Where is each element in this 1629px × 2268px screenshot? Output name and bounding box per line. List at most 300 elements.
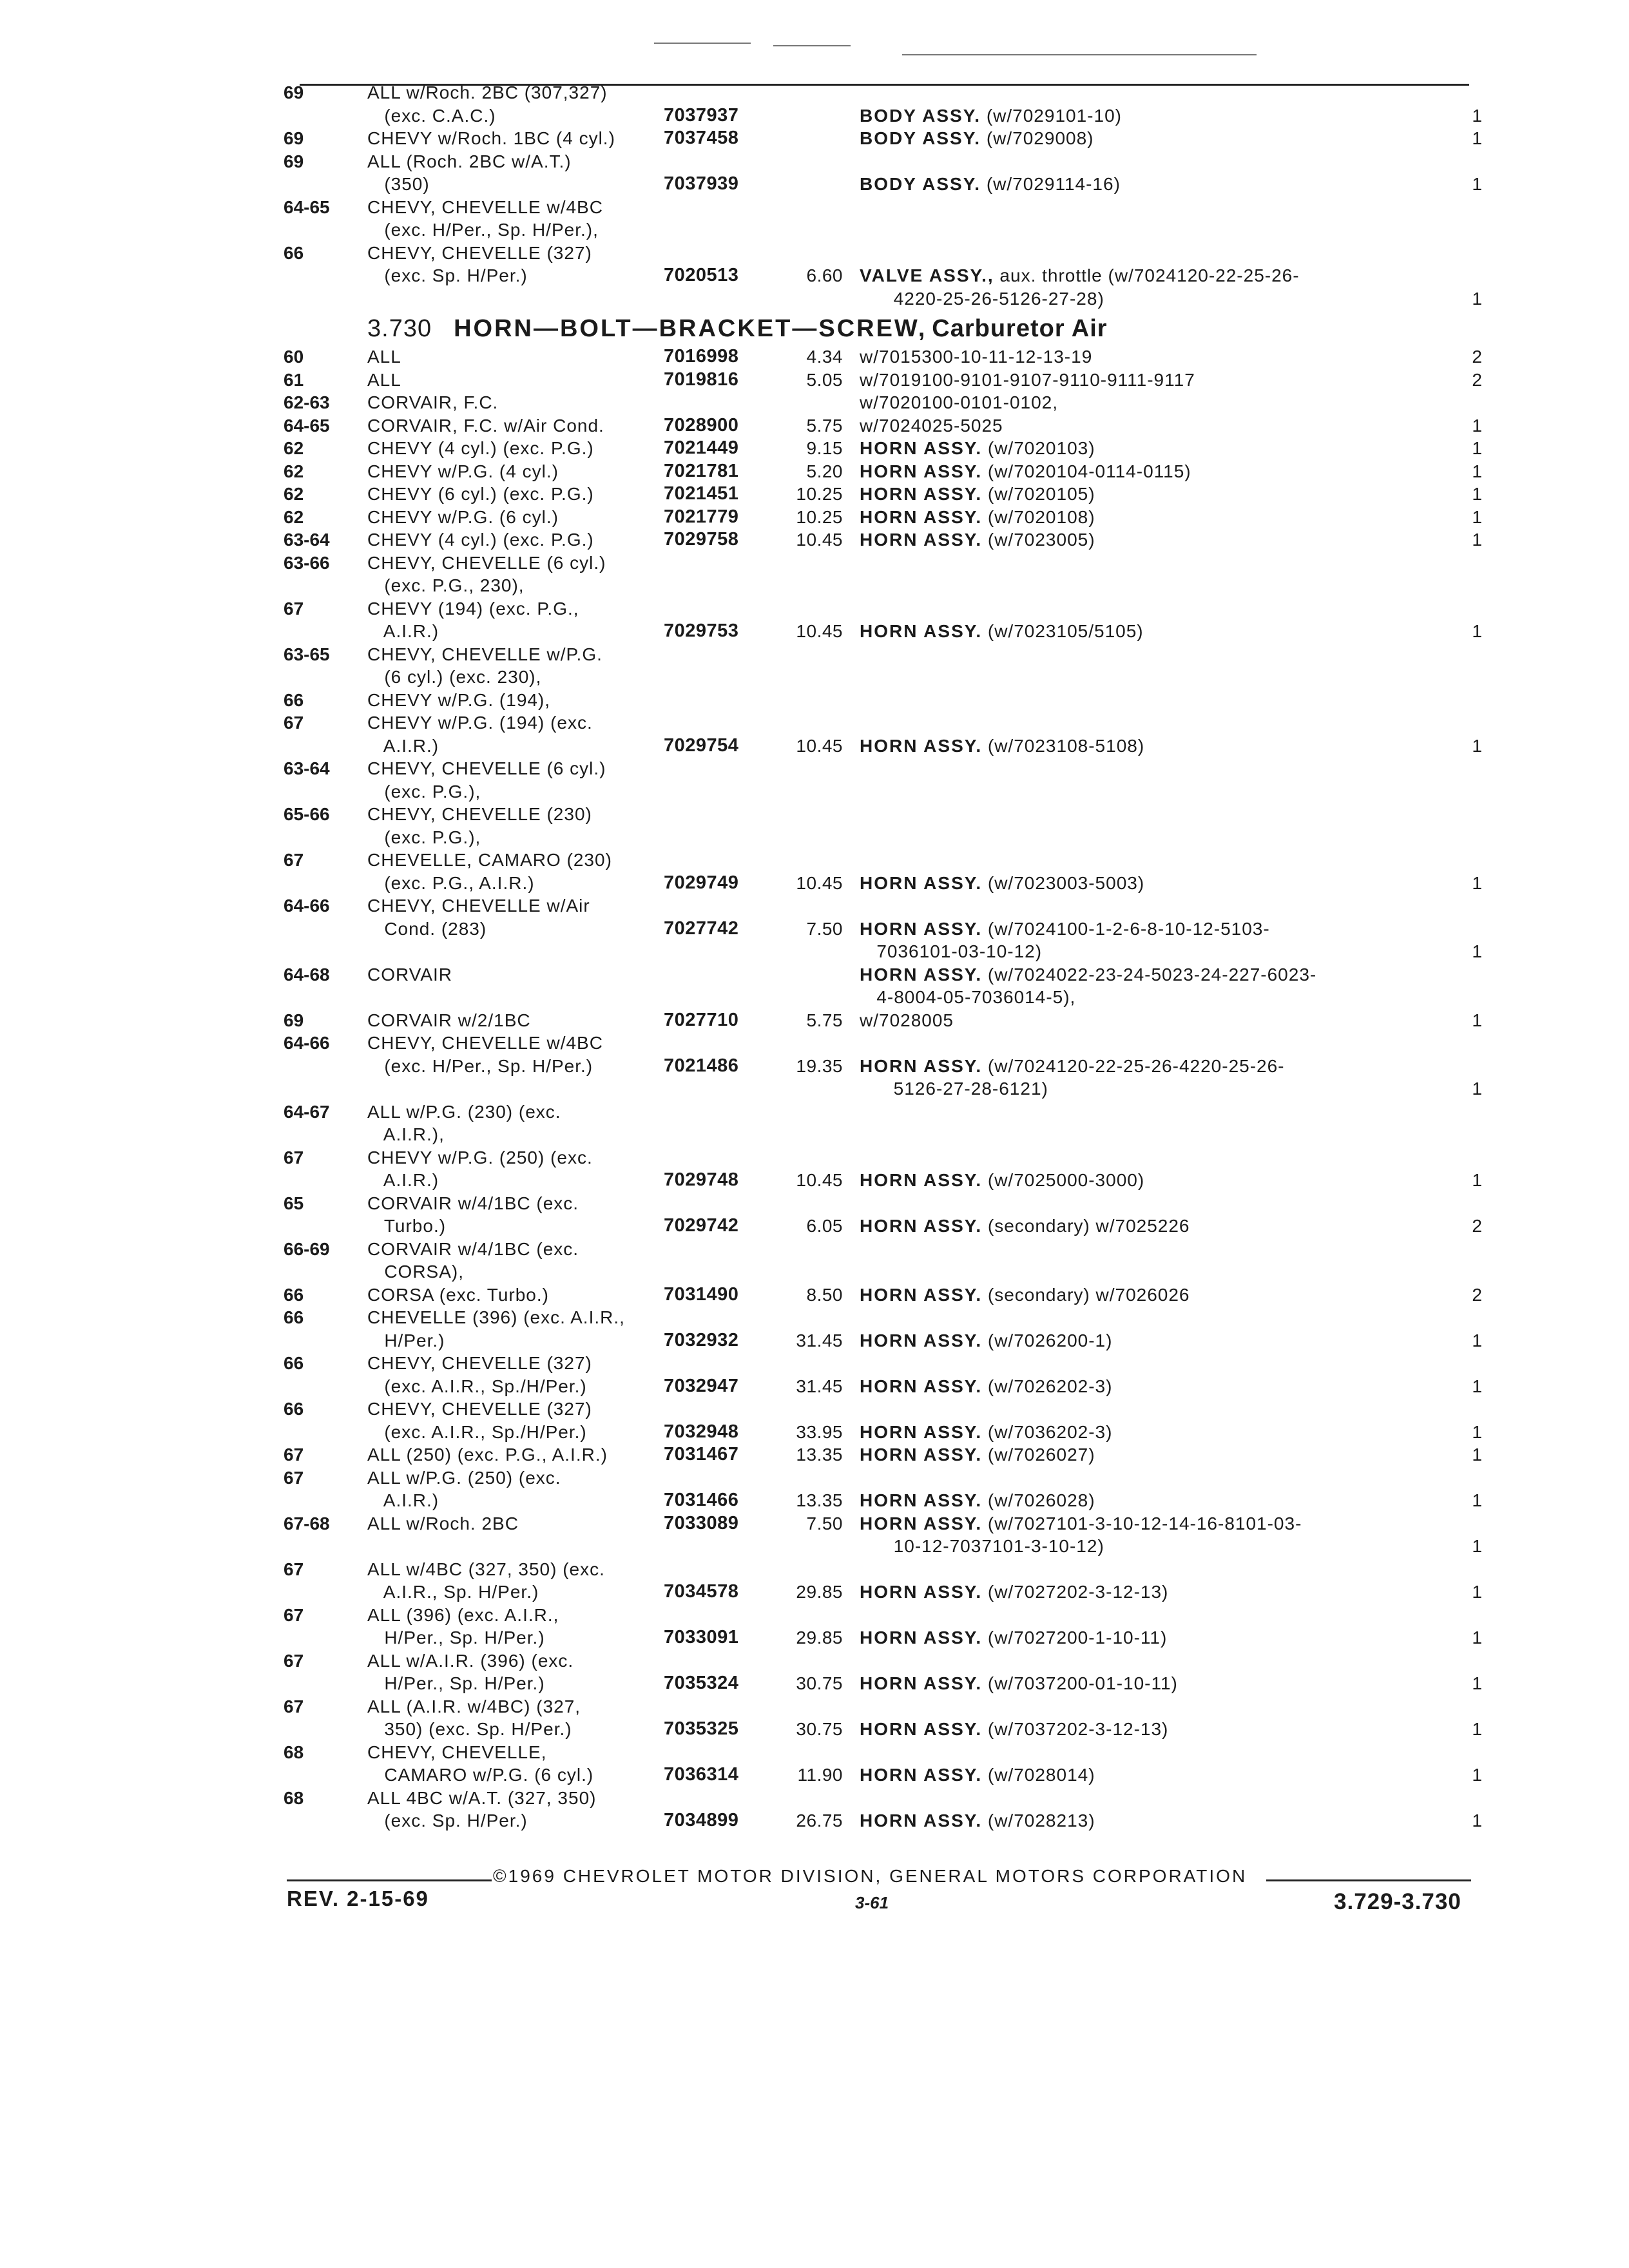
table-row xyxy=(284,872,1482,895)
copyright: ©1969 CHEVROLET MOTOR DIVISION, GENERAL MOTORS CORPORATION xyxy=(493,1866,1248,1886)
rows-main xyxy=(284,345,1482,1832)
description-cell: HORN ASSY. (w/7024100-1-2-6-8-10-12-5103- xyxy=(860,918,1270,939)
price-cell: 5.75 xyxy=(806,415,843,436)
part-number-cell: 7020513 xyxy=(664,265,739,285)
table-row xyxy=(284,1695,1482,1718)
year-cell: 62-63 xyxy=(284,392,330,412)
table-row xyxy=(284,287,1482,311)
application-cell: ALL w/P.G. (230) (exc. xyxy=(367,1101,561,1122)
price-cell: 5.75 xyxy=(806,1010,843,1030)
year-cell: 68 xyxy=(284,1742,304,1762)
quantity-cell: 1 xyxy=(1472,288,1482,309)
table-row xyxy=(284,369,1482,392)
description-cell: w/7019100-9101-9107-9110-9111-9117 xyxy=(860,369,1195,390)
application-cell: ALL xyxy=(367,369,401,390)
table-row xyxy=(284,574,1482,597)
year-cell: 64-65 xyxy=(284,197,330,217)
application-cell: CHEVY, CHEVELLE (327) xyxy=(367,1353,592,1373)
part-number-cell: 7029758 xyxy=(664,529,739,550)
application-cell: A.I.R.) xyxy=(367,1170,439,1190)
table-row xyxy=(284,1535,1482,1558)
part-number-cell: 7029742 xyxy=(664,1215,739,1236)
application-cell: CHEVY w/P.G. (6 cyl.) xyxy=(367,506,559,527)
table-row xyxy=(284,711,1482,735)
application-cell: CAMARO w/P.G. (6 cyl.) xyxy=(367,1765,594,1785)
quantity-cell: 1 xyxy=(1472,1628,1482,1648)
application-cell: (350) xyxy=(367,174,430,194)
application-cell: (exc. A.I.R., Sp./H/Per.) xyxy=(367,1376,587,1396)
year-cell: 69 xyxy=(284,128,304,148)
year-cell: 66 xyxy=(284,1284,304,1305)
section-heading xyxy=(367,315,1482,343)
table-row xyxy=(284,940,1482,963)
application-cell: CHEVY, CHEVELLE (6 cyl.) xyxy=(367,552,606,573)
description-cell: w/7028005 xyxy=(860,1010,954,1030)
quantity-cell: 2 xyxy=(1472,347,1482,367)
application-cell: CHEVY, CHEVELLE w/4BC xyxy=(367,1033,603,1053)
year-cell: 63-65 xyxy=(284,644,330,664)
table-row xyxy=(284,345,1482,369)
year-cell: 63-64 xyxy=(284,758,330,778)
section-number: 3.730 xyxy=(367,315,432,342)
price-cell: 29.85 xyxy=(796,1582,843,1602)
quantity-cell: 2 xyxy=(1472,369,1482,390)
application-cell: CHEVY, CHEVELLE w/P.G. xyxy=(367,644,602,664)
quantity-cell: 1 xyxy=(1472,174,1482,194)
year-cell: 63-64 xyxy=(284,530,330,550)
price-cell: 5.20 xyxy=(806,461,843,481)
table-row xyxy=(284,1466,1482,1490)
description-cell: BODY ASSY. (w/7029008) xyxy=(860,128,1094,148)
application-cell: CHEVY, CHEVELLE w/Air xyxy=(367,896,590,916)
application-cell: 350) (exc. Sp. H/Per.) xyxy=(367,1719,572,1739)
table-row xyxy=(284,391,1482,414)
year-cell: 67 xyxy=(284,1604,304,1625)
quantity-cell: 1 xyxy=(1472,1330,1482,1350)
description-cell: 10-12-7037101-3-10-12) xyxy=(860,1536,1104,1556)
table-row xyxy=(284,963,1482,986)
table-row xyxy=(284,81,1482,104)
table-row xyxy=(284,1581,1482,1604)
part-number-cell: 7029748 xyxy=(664,1169,739,1190)
table-row xyxy=(284,757,1482,780)
application-cell: CHEVY (4 cyl.) (exc. P.G.) xyxy=(367,438,594,458)
application-cell: CHEVY, CHEVELLE (327) xyxy=(367,242,592,263)
table-row xyxy=(284,1558,1482,1581)
application-cell: CHEVELLE (396) (exc. A.I.R., xyxy=(367,1307,625,1327)
table-row xyxy=(284,620,1482,643)
description-cell: VALVE ASSY., aux. throttle (w/7024120-22-25-26- xyxy=(860,265,1300,285)
quantity-cell: 2 xyxy=(1472,1216,1482,1236)
quantity-cell: 1 xyxy=(1472,1719,1482,1739)
description-cell: HORN ASSY. (w/7023108-5108) xyxy=(860,735,1145,756)
table-row xyxy=(284,127,1482,150)
table-row xyxy=(284,1238,1482,1261)
description-cell: HORN ASSY. (w/7026200-1) xyxy=(860,1330,1113,1350)
application-cell: CHEVY, CHEVELLE, xyxy=(367,1742,547,1762)
description-cell: 7036101-03-10-12) xyxy=(860,941,1043,961)
table-row xyxy=(284,414,1482,437)
quantity-cell: 1 xyxy=(1472,1421,1482,1442)
part-number-cell: 7036314 xyxy=(664,1764,739,1785)
part-number-cell: 7021779 xyxy=(664,506,739,527)
application-cell: (exc. H/Per., Sp. H/Per.) xyxy=(367,1055,593,1076)
price-cell: 7.50 xyxy=(806,918,843,939)
price-cell: 10.45 xyxy=(796,872,843,893)
quantity-cell: 1 xyxy=(1472,1765,1482,1785)
application-cell: (exc. Sp. H/Per.) xyxy=(367,1811,528,1831)
part-number-cell: 7019816 xyxy=(664,369,739,390)
table-row xyxy=(284,1489,1482,1512)
year-cell: 66 xyxy=(284,1399,304,1419)
price-cell: 33.95 xyxy=(796,1421,843,1442)
price-cell: 31.45 xyxy=(796,1376,843,1396)
year-cell: 62 xyxy=(284,461,304,481)
part-number-cell: 7037937 xyxy=(664,104,739,126)
table-row xyxy=(284,483,1482,506)
application-cell: H/Per.) xyxy=(367,1330,445,1350)
price-cell: 30.75 xyxy=(796,1673,843,1693)
table-row xyxy=(284,196,1482,219)
rows-top xyxy=(284,81,1482,310)
application-cell: (exc. A.I.R., Sp./H/Per.) xyxy=(367,1421,587,1442)
price-cell: 10.45 xyxy=(796,1170,843,1190)
year-cell: 64-66 xyxy=(284,1033,330,1053)
table-row xyxy=(284,460,1482,483)
application-cell: H/Per., Sp. H/Per.) xyxy=(367,1628,545,1648)
application-cell: ALL w/Roch. 2BC xyxy=(367,1513,519,1533)
application-cell: CHEVY (6 cyl.) (exc. P.G.) xyxy=(367,484,594,504)
description-cell: HORN ASSY. (w/7024022-23-24-5023-24-227-6023- xyxy=(860,964,1317,985)
application-cell: CHEVY, CHEVELLE (6 cyl.) xyxy=(367,758,606,778)
table-row xyxy=(284,780,1482,803)
section-range: 3.729-3.730 xyxy=(1334,1889,1461,1914)
description-cell: HORN ASSY. (w/7025000-3000) xyxy=(860,1170,1145,1190)
description-cell: HORN ASSY. (w/7027202-3-12-13) xyxy=(860,1582,1169,1602)
section-title: HORN—BOLT—BRACKET—SCREW, xyxy=(454,315,927,342)
quantity-cell: 1 xyxy=(1472,1536,1482,1556)
year-cell: 69 xyxy=(284,151,304,171)
part-number-cell: 7037939 xyxy=(664,173,739,194)
description-cell: w/7015300-10-11-12-13-19 xyxy=(860,347,1093,367)
application-cell: ALL w/4BC (327, 350) (exc. xyxy=(367,1559,605,1579)
application-cell: (exc. P.G.), xyxy=(367,781,481,802)
quantity-cell: 1 xyxy=(1472,1376,1482,1396)
application-cell: CHEVELLE, CAMARO (230) xyxy=(367,850,612,870)
year-cell: 63-66 xyxy=(284,552,330,573)
year-cell: 60 xyxy=(284,347,304,367)
year-cell: 67 xyxy=(284,1467,304,1488)
application-cell: (exc. H/Per., Sp. H/Per.), xyxy=(367,220,599,240)
quantity-cell: 1 xyxy=(1472,530,1482,550)
price-cell: 26.75 xyxy=(796,1811,843,1831)
table-row xyxy=(284,735,1482,758)
application-cell: CORVAIR, F.C. w/Air Cond. xyxy=(367,415,604,436)
application-cell: CHEVY w/P.G. (194), xyxy=(367,689,551,710)
table-row xyxy=(284,1306,1482,1329)
quantity-cell: 1 xyxy=(1472,1079,1482,1099)
application-cell: CHEVY w/P.G. (250) (exc. xyxy=(367,1147,593,1168)
application-cell: ALL (Roch. 2BC w/A.T.) xyxy=(367,151,572,171)
part-number-cell: 7031467 xyxy=(664,1444,739,1465)
application-cell: A.I.R.) xyxy=(367,735,439,756)
table-row xyxy=(284,1398,1482,1421)
application-cell: ALL w/Roch. 2BC (307,327) xyxy=(367,82,608,102)
table-row xyxy=(284,849,1482,872)
price-cell: 8.50 xyxy=(806,1284,843,1305)
part-number-cell: 7027742 xyxy=(664,918,739,939)
quantity-cell: 1 xyxy=(1472,438,1482,458)
revision-date: REV. 2-15-69 xyxy=(287,1887,429,1910)
table-row xyxy=(284,1146,1482,1169)
table-row xyxy=(284,1787,1482,1810)
year-cell: 67 xyxy=(284,598,304,619)
part-number-cell: 7021449 xyxy=(664,437,739,458)
year-cell: 66 xyxy=(284,242,304,263)
table-row xyxy=(284,1169,1482,1192)
application-cell: CHEVY w/P.G. (194) (exc. xyxy=(367,713,593,733)
table-row xyxy=(284,173,1482,196)
quantity-cell: 1 xyxy=(1472,506,1482,527)
parts-list xyxy=(284,81,1482,1832)
price-cell: 11.90 xyxy=(797,1765,843,1785)
description-cell: HORN ASSY. (secondary) w/7025226 xyxy=(860,1216,1190,1236)
quantity-cell: 1 xyxy=(1472,461,1482,481)
year-cell: 64-67 xyxy=(284,1101,330,1122)
price-cell: 4.34 xyxy=(806,347,843,367)
application-cell: CHEVY, CHEVELLE w/4BC xyxy=(367,197,603,217)
price-cell: 30.75 xyxy=(796,1719,843,1739)
table-row xyxy=(284,1604,1482,1627)
part-number-cell: 7035324 xyxy=(664,1673,739,1693)
part-number-cell: 7031490 xyxy=(664,1283,739,1305)
description-cell: HORN ASSY. (w/7027200-1-10-11) xyxy=(860,1628,1168,1648)
quantity-cell: 1 xyxy=(1472,105,1482,126)
table-row xyxy=(284,552,1482,575)
part-number-cell: 7033089 xyxy=(664,1512,739,1533)
price-cell: 5.05 xyxy=(806,369,843,390)
quantity-cell: 1 xyxy=(1472,128,1482,148)
price-cell: 6.60 xyxy=(806,265,843,285)
application-cell: ALL xyxy=(367,347,401,367)
application-cell: ALL (A.I.R. w/4BC) (327, xyxy=(367,1696,581,1716)
price-cell: 31.45 xyxy=(796,1330,843,1350)
application-cell: CHEVY, CHEVELLE (230) xyxy=(367,804,592,824)
application-cell: H/Per., Sp. H/Per.) xyxy=(367,1673,545,1693)
description-cell: HORN ASSY. (w/7036202-3) xyxy=(860,1421,1113,1442)
table-row xyxy=(284,264,1482,287)
table-row xyxy=(284,1352,1482,1375)
table-row xyxy=(284,894,1482,918)
table-row xyxy=(284,528,1482,552)
description-cell: HORN ASSY. (w/7037200-01-10-11) xyxy=(860,1673,1178,1693)
description-cell: HORN ASSY. (w/7020105) xyxy=(860,484,1095,504)
table-row xyxy=(284,643,1482,666)
part-number-cell: 7032947 xyxy=(664,1375,739,1396)
price-cell: 9.15 xyxy=(806,438,843,458)
year-cell: 62 xyxy=(284,484,304,504)
description-cell: 5126-27-28-6121) xyxy=(860,1079,1048,1099)
description-cell: w/7024025-5025 xyxy=(860,415,1003,436)
year-cell: 67 xyxy=(284,1147,304,1168)
application-cell: (6 cyl.) (exc. 230), xyxy=(367,667,542,687)
price-cell: 10.25 xyxy=(796,506,843,527)
quantity-cell: 1 xyxy=(1472,415,1482,436)
quantity-cell: 1 xyxy=(1472,484,1482,504)
description-cell: w/7020100-0101-0102, xyxy=(860,392,1059,412)
table-row xyxy=(284,826,1482,849)
part-number-cell: 7034899 xyxy=(664,1810,739,1831)
price-cell: 10.45 xyxy=(796,621,843,641)
description-cell: HORN ASSY. (w/7020103) xyxy=(860,438,1095,458)
quantity-cell: 1 xyxy=(1472,1811,1482,1831)
table-row xyxy=(284,1192,1482,1215)
table-row xyxy=(284,1626,1482,1649)
table-row xyxy=(284,1055,1482,1078)
table-row xyxy=(284,1649,1482,1673)
scan-mark xyxy=(902,54,1257,55)
quantity-cell: 1 xyxy=(1472,872,1482,893)
year-cell: 66 xyxy=(284,1307,304,1327)
table-row xyxy=(284,1260,1482,1283)
quantity-cell: 1 xyxy=(1472,1490,1482,1510)
quantity-cell: 1 xyxy=(1472,735,1482,756)
description-cell: HORN ASSY. (w/7026202-3) xyxy=(860,1376,1113,1396)
part-number-cell: 7029754 xyxy=(664,735,739,756)
part-number-cell: 7021781 xyxy=(664,460,739,481)
year-cell: 66 xyxy=(284,1353,304,1373)
price-cell: 6.05 xyxy=(806,1216,843,1236)
application-cell: ALL (250) (exc. P.G., A.I.R.) xyxy=(367,1445,608,1465)
application-cell: CORVAIR, F.C. xyxy=(367,392,499,412)
description-cell: HORN ASSY. (w/7023003-5003) xyxy=(860,872,1145,893)
description-cell: HORN ASSY. (w/7023005) xyxy=(860,530,1095,550)
price-cell: 13.35 xyxy=(796,1490,843,1510)
year-cell: 62 xyxy=(284,506,304,527)
application-cell: CORVAIR w/2/1BC xyxy=(367,1010,531,1030)
table-row xyxy=(284,1100,1482,1124)
application-cell: CHEVY w/P.G. (4 cyl.) xyxy=(367,461,559,481)
part-number-cell: 7028900 xyxy=(664,414,739,436)
table-row xyxy=(284,1672,1482,1695)
description-cell: BODY ASSY. (w/7029101-10) xyxy=(860,105,1122,126)
page-number: 3-61 xyxy=(855,1893,889,1912)
application-cell: (exc. P.G.), xyxy=(367,827,481,847)
table-row xyxy=(284,242,1482,265)
table-row xyxy=(284,1329,1482,1352)
application-cell: (exc. P.G., 230), xyxy=(367,575,525,595)
description-cell: HORN ASSY. (w/7028213) xyxy=(860,1811,1095,1831)
application-cell: (exc. Sp. H/Per.) xyxy=(367,265,528,285)
table-row xyxy=(284,104,1482,128)
table-row xyxy=(284,1741,1482,1764)
year-cell: 64-65 xyxy=(284,415,330,436)
price-cell: 13.35 xyxy=(796,1445,843,1465)
table-row xyxy=(284,1009,1482,1032)
table-row xyxy=(284,597,1482,620)
part-number-cell: 7027710 xyxy=(664,1009,739,1030)
table-row xyxy=(284,218,1482,242)
application-cell: CHEVY (4 cyl.) (exc. P.G.) xyxy=(367,530,594,550)
price-cell: 19.35 xyxy=(796,1055,843,1076)
section-subtitle: Carburetor Air xyxy=(932,315,1108,342)
description-cell: HORN ASSY. (w/7020108) xyxy=(860,506,1095,527)
quantity-cell: 1 xyxy=(1472,941,1482,961)
year-cell: 67 xyxy=(284,1650,304,1671)
year-cell: 67 xyxy=(284,1559,304,1579)
year-cell: 67 xyxy=(284,713,304,733)
table-row xyxy=(284,437,1482,460)
application-cell: CORVAIR xyxy=(367,964,452,985)
application-cell: ALL w/A.I.R. (396) (exc. xyxy=(367,1650,574,1671)
application-cell: CORVAIR w/4/1BC (exc. xyxy=(367,1193,579,1213)
year-cell: 61 xyxy=(284,369,304,390)
description-cell: HORN ASSY. (secondary) w/7026026 xyxy=(860,1284,1190,1305)
application-cell: CHEVY w/Roch. 1BC (4 cyl.) xyxy=(367,128,615,148)
application-cell: A.I.R.), xyxy=(367,1124,445,1144)
part-number-cell: 7021451 xyxy=(664,483,739,504)
description-cell: 4-8004-05-7036014-5), xyxy=(860,987,1076,1007)
year-cell: 64-66 xyxy=(284,896,330,916)
application-cell: ALL w/P.G. (250) (exc. xyxy=(367,1467,561,1488)
price-cell: 10.45 xyxy=(796,735,843,756)
price-cell: 10.25 xyxy=(796,484,843,504)
year-cell: 67 xyxy=(284,1696,304,1716)
table-row xyxy=(284,150,1482,173)
description-cell: HORN ASSY. (w/7027101-3-10-12-14-16-8101-03- xyxy=(860,1513,1302,1533)
application-cell: A.I.R., Sp. H/Per.) xyxy=(367,1582,539,1602)
application-cell: CHEVY, CHEVELLE (327) xyxy=(367,1399,592,1419)
year-cell: 64-68 xyxy=(284,964,330,985)
year-cell: 69 xyxy=(284,82,304,102)
application-cell: CORVAIR w/4/1BC (exc. xyxy=(367,1238,579,1259)
quantity-cell: 1 xyxy=(1472,1170,1482,1190)
part-number-cell: 7021486 xyxy=(664,1055,739,1076)
year-cell: 67 xyxy=(284,1445,304,1465)
quantity-cell: 1 xyxy=(1472,1673,1482,1693)
application-cell: (exc. C.A.C.) xyxy=(367,105,496,126)
description-cell: HORN ASSY. (w/7023105/5105) xyxy=(860,621,1144,641)
table-row xyxy=(284,803,1482,826)
description-cell: HORN ASSY. (w/7026027) xyxy=(860,1445,1095,1465)
part-number-cell: 7031466 xyxy=(664,1490,739,1510)
table-row xyxy=(284,666,1482,689)
year-cell: 62 xyxy=(284,438,304,458)
description-cell: HORN ASSY. (w/7020104-0114-0115) xyxy=(860,461,1191,481)
application-cell: A.I.R.) xyxy=(367,1490,439,1510)
quantity-cell: 1 xyxy=(1472,621,1482,641)
table-row xyxy=(284,1443,1482,1466)
part-number-cell: 7032932 xyxy=(664,1329,739,1350)
part-number-cell: 7032948 xyxy=(664,1421,739,1442)
price-cell: 29.85 xyxy=(796,1628,843,1648)
table-row xyxy=(284,1718,1482,1741)
part-number-cell: 7037458 xyxy=(664,128,739,148)
year-cell: 66-69 xyxy=(284,1238,330,1259)
part-number-cell: 7033091 xyxy=(664,1627,739,1648)
table-row xyxy=(284,1809,1482,1832)
description-cell: HORN ASSY. (w/7037202-3-12-13) xyxy=(860,1719,1169,1739)
description-cell: BODY ASSY. (w/7029114-16) xyxy=(860,174,1121,194)
table-row xyxy=(284,1077,1482,1100)
description-cell: HORN ASSY. (w/7024120-22-25-26-4220-25-26- xyxy=(860,1055,1285,1076)
table-row xyxy=(284,1123,1482,1146)
part-number-cell: 7035325 xyxy=(664,1718,739,1739)
table-row xyxy=(284,1032,1482,1055)
application-cell: A.I.R.) xyxy=(367,621,439,641)
footer-rule-right xyxy=(1266,1879,1471,1881)
table-row xyxy=(284,1215,1482,1238)
